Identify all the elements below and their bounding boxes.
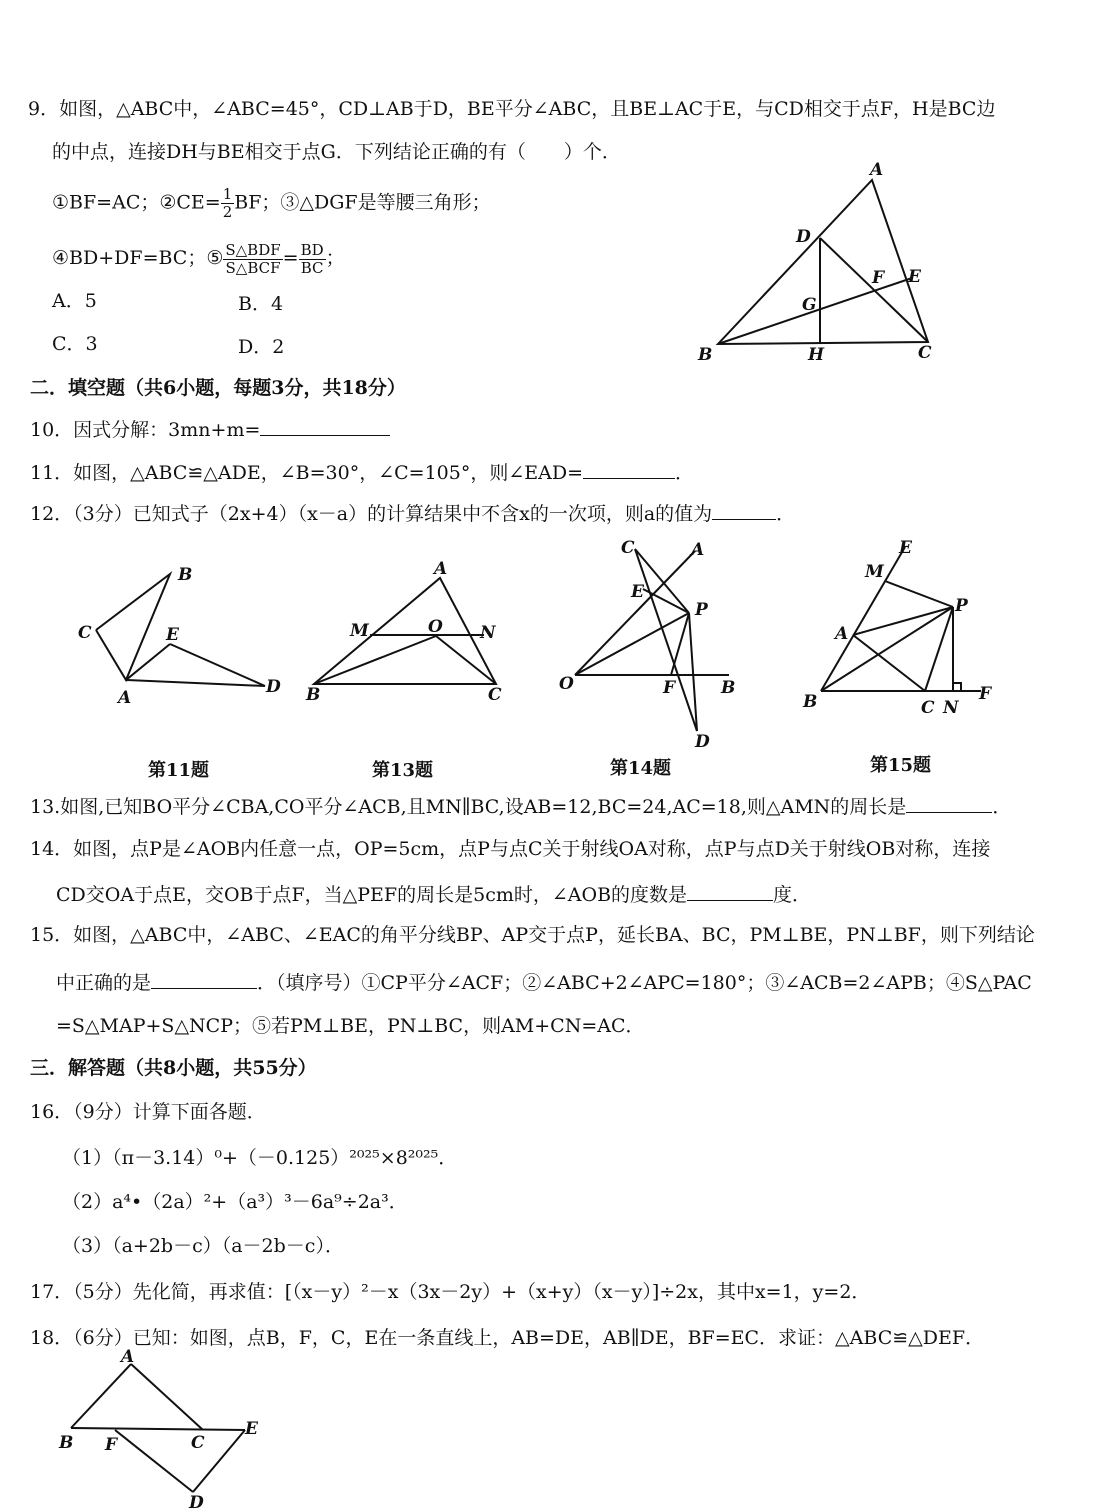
label-f: F (663, 678, 676, 698)
q14-line1: 14．如图，点P是∠AOB内任意一点，OP=5cm，点P与点C关于射线OA对称，点P与点D关于射线OB对称，连接 (30, 838, 991, 860)
label-h: H (808, 345, 825, 365)
side-ratio-fraction: $\frac{BD}{BC}$ (300, 240, 324, 277)
caption-fig15: 第15题 (870, 755, 932, 776)
label-a: A (835, 624, 849, 644)
label-d: D (796, 227, 811, 247)
fraction-half: $\frac{1}{2}$ (222, 185, 233, 221)
label-a: A (121, 1347, 135, 1367)
label-b: B (306, 685, 321, 705)
label-g: G (802, 295, 817, 315)
label-c: C (921, 698, 935, 718)
label-c: C (78, 623, 92, 643)
q9-option-a: A．5 (52, 290, 97, 312)
answer-blank-11[interactable] (583, 460, 675, 479)
label-d: D (266, 677, 281, 697)
answer-blank-10[interactable] (260, 417, 390, 436)
q15-line2: 中正确的是 ．（填序号）①CP平分∠ACF；②∠ABC+2∠APC=180°；③∠ACB=2∠APB；④S△PAC (56, 972, 1032, 994)
label-a: A (434, 559, 448, 579)
label-a: A (870, 160, 884, 180)
label-n: N (943, 698, 959, 718)
q15-line3: =S△MAP+S△NCP；⑤若PM⊥BE，PN⊥BC，则AM+CN=AC． (56, 1015, 645, 1037)
q9-statements-1: ①BF=AC；②CE= $\frac{1}{2}$ BF；③△DGF是等腰三角形； (52, 185, 491, 221)
q17: 17．（5分）先化简，再求值：[（x－y）²－x（3x－2y）+（x+y）（x－y）]÷2x，其中x=1，y=2． (30, 1281, 871, 1303)
q15-line1: 15．如图，△ABC中，∠ABC、∠EAC的角平分线BP、AP交于点P，延长BA、BC，PM⊥BE，PN⊥BF，则下列结论 (30, 924, 1035, 946)
q14-line2: CD交OA于点E，交OB于点F，当△PEF的周长是5cm时，∠AOB的度数是 度． (56, 884, 812, 906)
label-c: C (621, 538, 635, 558)
q18: 18．（6分）已知：如图，点B，F，C，E在一条直线上，AB=DE，AB∥DE，BF=EC．求证：△ABC≌△DEF． (30, 1327, 985, 1349)
label-b: B (59, 1433, 74, 1453)
label-f: F (979, 684, 992, 704)
label-c: C (488, 685, 502, 705)
q9-option-b: B．4 (238, 293, 284, 315)
answer-blank-15[interactable] (151, 970, 257, 989)
q9-line1: 9．如图，△ABC中，∠ABC=45°，CD⊥AB于D，BE平分∠ABC，且BE⊥AC于E，与CD相交于点F，H是BC边 (28, 98, 996, 120)
q16-part1: （1）（π－3.14）⁰+（－0.125）²⁰²⁵×8²⁰²⁵． (62, 1147, 458, 1169)
q9-statements-2: ④BD+DF=BC；⑤ $\frac{\text{S△BDF}}{\text{S△BCF}}$ = $\frac{BD}{BC}$ ； (52, 240, 345, 277)
label-d: D (695, 732, 710, 752)
label-b: B (803, 692, 818, 712)
figure-13 (300, 560, 520, 710)
caption-fig14: 第14题 (610, 758, 672, 779)
caption-fig11: 第11题 (148, 760, 210, 781)
label-c: C (191, 1433, 205, 1453)
answer-blank-12[interactable] (712, 501, 776, 520)
label-m: M (350, 621, 369, 641)
label-b: B (721, 678, 736, 698)
figure-18 (55, 1347, 275, 1511)
label-e: E (899, 538, 912, 558)
label-b: B (698, 345, 713, 365)
label-c: C (918, 343, 932, 363)
label-e: E (631, 582, 644, 602)
figure-11 (70, 560, 290, 710)
label-e: E (166, 625, 179, 645)
label-d: D (189, 1493, 204, 1511)
answer-blank-14[interactable] (687, 882, 773, 901)
q9-figure (690, 160, 950, 370)
q12: 12．（3分）已知式子（2x+4）（x－a）的计算结果中不含x的一次项，则a的值为 ． (30, 503, 796, 525)
caption-fig13: 第13题 (372, 760, 434, 781)
q9-option-d: D．2 (238, 336, 285, 358)
label-e: E (908, 267, 921, 287)
q9-option-c: C．3 (52, 333, 98, 355)
label-f: F (872, 268, 885, 288)
q10: 10．因式分解：3mn+m= (30, 417, 390, 442)
section-3-heading: 三．解答题（共8小题，共55分） (30, 1057, 317, 1079)
q13: 13.如图,已知BO平分∠CBA,CO平分∠ACB,且MN∥BC,设AB=12,BC=24,AC=18,则△AMN的周长是 ． (30, 796, 1012, 818)
section-2-heading: 二．填空题（共6小题，每题3分，共18分） (30, 377, 406, 399)
label-a: A (118, 688, 132, 708)
label-e: E (245, 1419, 258, 1439)
label-p: P (695, 600, 708, 620)
q16: 16．（9分）计算下面各题． (30, 1101, 266, 1123)
q11: 11．如图，△ABC≌△ADE，∠B=30°，∠C=105°，则∠EAD= ． (30, 462, 695, 484)
q9-line2: 的中点，连接DH与BE相交于点G．下列结论正确的有（ ）个． (52, 141, 621, 163)
label-m: M (865, 562, 884, 582)
label-o: O (559, 674, 574, 694)
area-ratio-fraction: $\frac{\text{S△BDF}}{\text{S△BCF}}$ (225, 240, 281, 277)
answer-blank-13[interactable] (906, 794, 992, 813)
q16-part3: （3）（a+2b－c）（a－2b－c）． (62, 1235, 344, 1257)
q16-part2: （2）a⁴•（2a）²+（a³）³－6a⁹÷2a³． (62, 1191, 408, 1213)
figure-15 (795, 535, 1005, 725)
label-a: A (691, 540, 705, 560)
figure-14 (555, 535, 755, 750)
label-f: F (105, 1435, 118, 1455)
label-p: P (955, 596, 968, 616)
label-o: O (428, 617, 443, 637)
label-n: N (480, 623, 496, 643)
label-b: B (178, 565, 193, 585)
